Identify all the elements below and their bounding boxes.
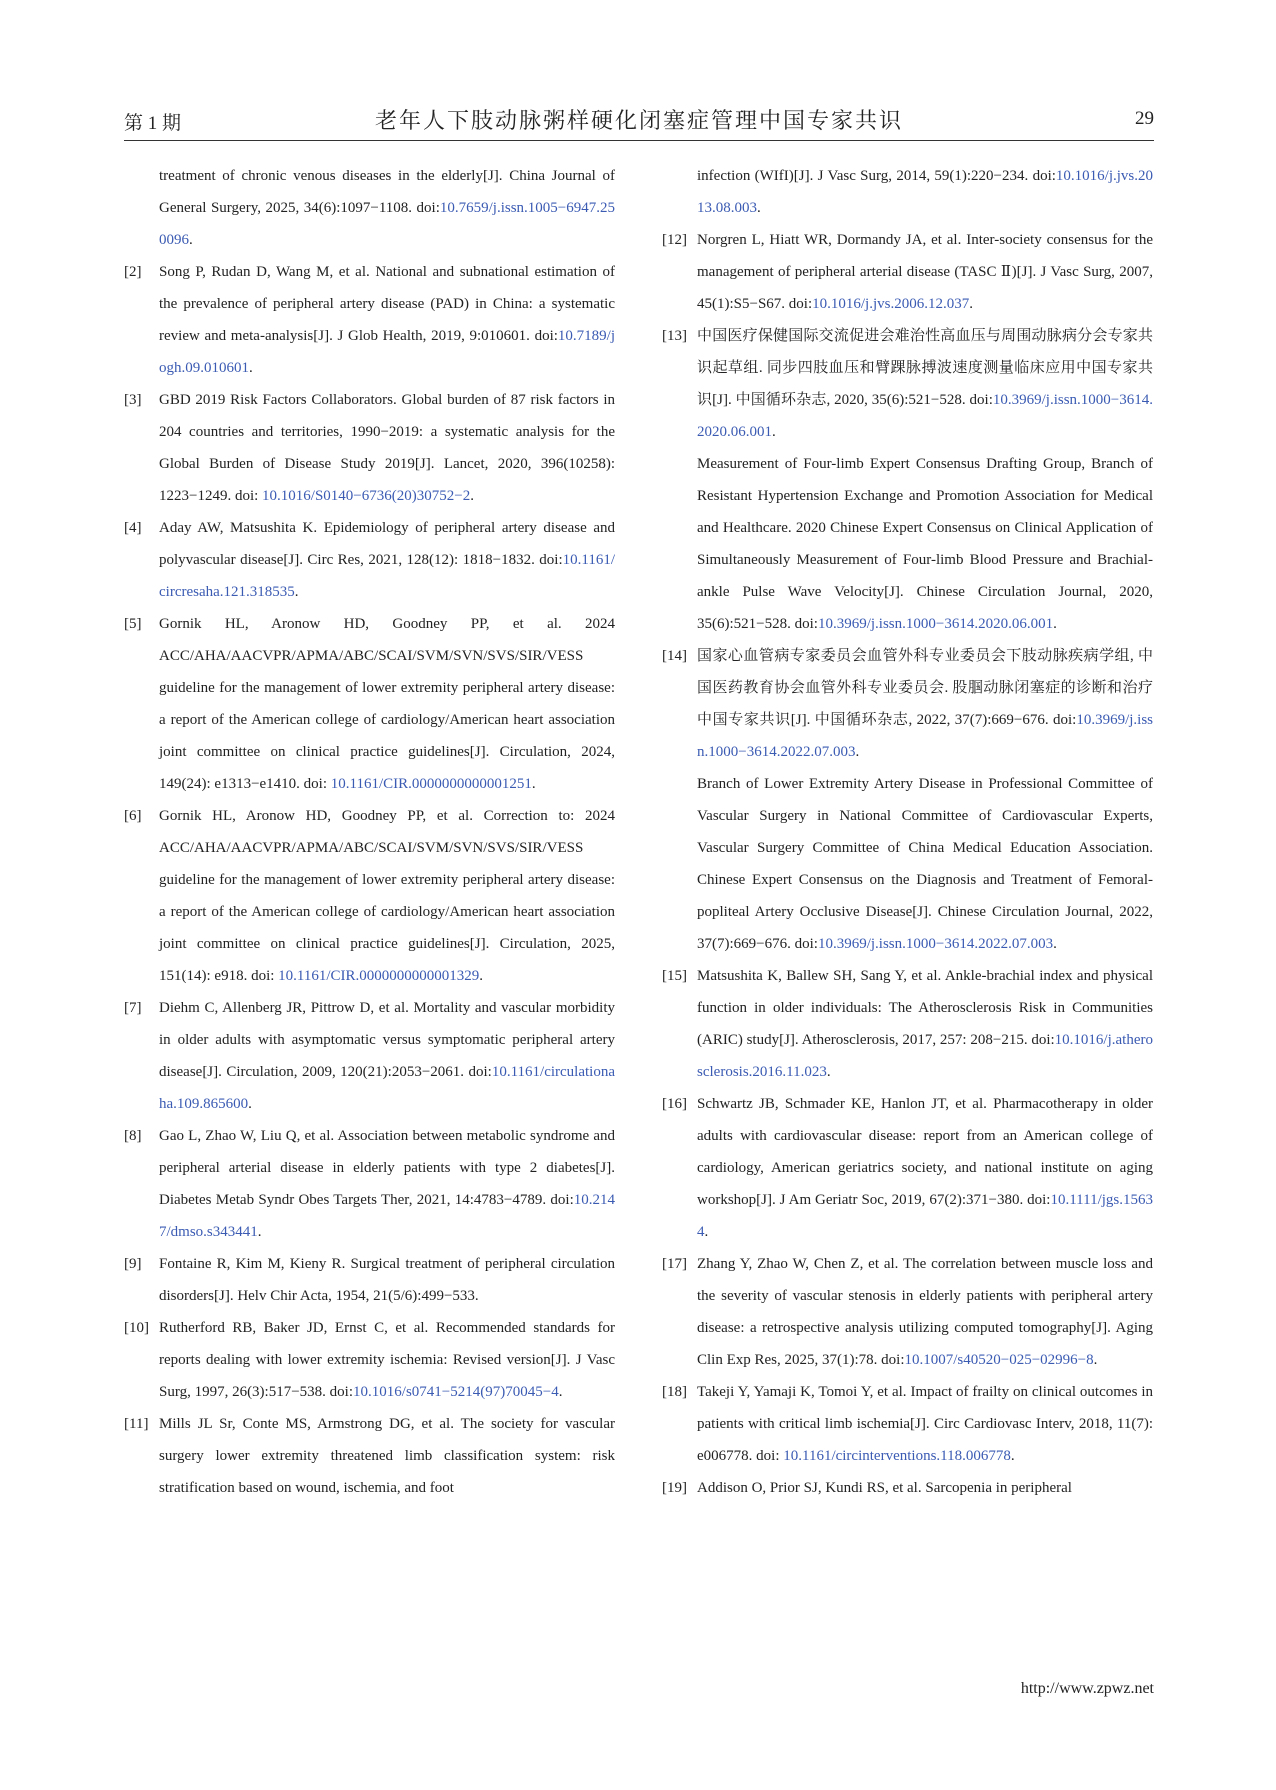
reference-number: [9] xyxy=(124,1256,142,1272)
reference-tail: . xyxy=(1053,936,1057,952)
reference-number: [13] xyxy=(662,328,687,344)
doi-link[interactable]: 10.1161/CIR.0000000000001329 xyxy=(278,968,480,984)
doi-link[interactable]: 10.3969/j.issn.1000−3614.2022.07.003 xyxy=(697,712,1153,760)
reference-entry xyxy=(662,1248,1153,1376)
reference-number: [7] xyxy=(124,1000,142,1016)
reference-entry xyxy=(124,1120,615,1248)
reference-text: Gao L, Zhao W, Liu Q, et al. Association between metabolic syndrome and peripheral arterial disease in elderly patients with type 2 diabetes[J]. Diabetes Metab Syndr Obes Targets Ther, 2021, 14:4783−4789. doi: xyxy=(159,1128,615,1208)
reference-tail: . xyxy=(1010,1448,1015,1464)
reference-entry xyxy=(124,608,615,800)
reference-number: [8] xyxy=(124,1128,142,1144)
reference-text: Aday AW, Matsushita K. Epidemiology of peripheral artery disease and polyvascular disease[J]. Circ Res, 2021, 128(12): 1818−1832. doi: xyxy=(159,520,615,568)
reference-column-right xyxy=(662,160,1153,1504)
reference-text: infection (WIfI)[J]. J Vasc Surg, 2014, 59(1):220−234. doi: xyxy=(697,168,1056,184)
reference-text: Diehm C, Allenberg JR, Pittrow D, et al. Mortality and vascular morbidity in older adults with asymptomatic versus symptomatic peripheral artery disease[J]. Circulation, 2009, 120(21):2053−2061. doi: xyxy=(159,1000,615,1080)
reference-text: Fontaine R, Kim M, Kieny R. Surgical treatment of peripheral circulation disorders[J]. Helv Chir Acta, 1954, 21(5/6):499−533. xyxy=(159,1256,615,1304)
reference-entry xyxy=(662,224,1153,320)
reference-text: Branch of Lower Extremity Artery Disease in Professional Committee of Vascular Surgery in National Committee of Cardiovascular Experts, Vascular Surgery Committee of China Medical Education Association. Chinese Expert Consensus on the Diagnosis and Treatment of Femoral-popliteal Artery Occlusive Disease[J]. Chinese Circulation Journal, 2022, 37(7):669−676. doi: xyxy=(697,776,1153,952)
reference-tail: . xyxy=(772,424,776,440)
reference-number: [5] xyxy=(124,616,142,632)
reference-tail: . xyxy=(969,296,973,312)
doi-link[interactable]: 10.3969/j.issn.1000−3614.2022.07.003 xyxy=(817,936,1054,952)
reference-number: [15] xyxy=(662,968,687,984)
doi-link[interactable]: 10.7189/jogh.09.010601 xyxy=(159,328,615,376)
doi-link[interactable]: 10.1016/s0741−5214(97)70045−4 xyxy=(353,1384,559,1400)
reference-text: Mills JL Sr, Conte MS, Armstrong DG, et al. The society for vascular surgery lower extremity threatened limb classification system: risk stratification based on wound, ischemia, and foot xyxy=(159,1416,615,1496)
reference-entry xyxy=(662,960,1153,1088)
page-number: 29 xyxy=(1135,108,1154,129)
reference-entry xyxy=(124,992,615,1120)
reference-number: [4] xyxy=(124,520,142,536)
reference-tail: . xyxy=(249,360,253,376)
running-title: 老年人下肢动脉粥样硬化闭塞症管理中国专家共识 xyxy=(374,108,903,133)
reference-tail: . xyxy=(855,744,860,760)
reference-entry xyxy=(124,1408,615,1504)
reference-entry xyxy=(662,1472,1153,1504)
footer-url[interactable]: http://www.zpwz.net xyxy=(1020,1680,1154,1697)
doi-link[interactable]: 10.1161/circinterventions.118.006778 xyxy=(783,1448,1011,1464)
doi-link[interactable]: 10.1007/s40520−025−02996−8 xyxy=(904,1352,1094,1368)
reference-entry xyxy=(124,1248,615,1312)
reference-entry xyxy=(662,1088,1153,1248)
reference-entry xyxy=(124,384,615,512)
reference-text: Takeji Y, Yamaji K, Tomoi Y, et al. Impact of frailty on clinical outcomes in patients with critical limb ischemia[J]. Circ Cardiovasc Interv, 2018, 11(7): e006778. doi: xyxy=(697,1384,1153,1464)
reference-tail: . xyxy=(558,1384,563,1400)
reference-text: Measurement of Four-limb Expert Consensus Drafting Group, Branch of Resistant Hypertension Exchange and Promotion Association for Medical and Healthcare. 2020 Chinese Expert Consensus on Clinical Application of Simultaneously Measurement of Four-limb Blood Pressure and Brachial-ankle Pulse Wave Velocity[J]. Chinese Circulation Journal, 2020, 35(6):521−528. doi: xyxy=(697,456,1153,632)
reference-entry xyxy=(124,256,615,384)
reference-number: [16] xyxy=(662,1096,687,1112)
doi-link[interactable]: 10.2147/dmso.s343441 xyxy=(159,1192,615,1240)
reference-entry xyxy=(124,160,615,256)
doi-link[interactable]: 10.1161/CIR.0000000000001251 xyxy=(330,776,532,792)
reference-number: [17] xyxy=(662,1256,687,1272)
reference-number: [11] xyxy=(124,1416,149,1432)
reference-text: Schwartz JB, Schmader KE, Hanlon JT, et al. Pharmacotherapy in older adults with cardiovascular disease: report from an American college of cardiology, American geriatrics society, and national institute on aging workshop[J]. J Am Geriatr Soc, 2019, 67(2):371−380. doi: xyxy=(697,1096,1153,1208)
reference-tail: . xyxy=(257,1224,262,1240)
reference-tail: . xyxy=(531,776,536,792)
reference-text: treatment of chronic venous diseases in the elderly[J]. China Journal of General Surgery, 2025, 34(6):1097−1108. doi: xyxy=(159,168,615,216)
reference-tail: . xyxy=(704,1224,709,1240)
reference-text: Gornik HL, Aronow HD, Goodney PP, et al. 2024 ACC/AHA/AACVPR/APMA/ABC/SCAI/SVM/SVN/SVS/SIR/VESS guideline for the management of lower extremity peripheral artery disease: a report of the American college of cardiology/American heart association joint committee on clinical practice guidelines[J]. Circulation, 2024, 149(24): e1313−e1410. doi: xyxy=(159,616,615,792)
reference-entry xyxy=(662,160,1153,224)
reference-entry xyxy=(662,320,1153,448)
reference-entry xyxy=(662,1376,1153,1472)
issue-label: 第 1 期 xyxy=(124,113,182,134)
reference-text: GBD 2019 Risk Factors Collaborators. Global burden of 87 risk factors in 204 countries and territories, 1990−2019: a systematic analysis for the Global Burden of Disease Study 2019[J]. Lancet, 2020, 396(10258): 1223−1249. doi: xyxy=(159,392,615,504)
reference-number: [19] xyxy=(662,1480,687,1496)
reference-tail: . xyxy=(1053,616,1057,632)
reference-entry xyxy=(662,768,1153,960)
doi-link[interactable]: 10.1016/S0140−6736(20)30752−2 xyxy=(262,488,471,504)
doi-link[interactable]: 10.1111/jgs.15634 xyxy=(697,1192,1153,1240)
reference-tail: . xyxy=(826,1064,831,1080)
doi-link[interactable]: 10.1016/j.jvs.2013.08.003 xyxy=(697,168,1153,216)
reference-number: [10] xyxy=(124,1320,149,1336)
reference-text: Song P, Rudan D, Wang M, et al. National and subnational estimation of the prevalence of peripheral artery disease (PAD) in China: a systematic review and meta-analysis[J]. J Glob Health, 2019, 9:010601. doi: xyxy=(159,264,615,344)
reference-number: [6] xyxy=(124,808,142,824)
doi-link[interactable]: 10.1161/circresaha.121.318535 xyxy=(159,552,615,600)
doi-link[interactable]: 10.3969/j.issn.1000−3614.2020.06.001 xyxy=(697,392,1153,440)
reference-number: [3] xyxy=(124,392,142,408)
reference-number: [18] xyxy=(662,1384,687,1400)
reference-tail: . xyxy=(757,200,761,216)
doi-link[interactable]: 10.1161/circulationaha.109.865600 xyxy=(159,1064,615,1112)
reference-entry xyxy=(124,800,615,992)
reference-column-left xyxy=(124,160,615,1504)
doi-link[interactable]: 10.1016/j.jvs.2006.12.037 xyxy=(812,296,970,312)
reference-entry xyxy=(662,448,1153,640)
doi-link[interactable]: 10.3969/j.issn.1000−3614.2020.06.001 xyxy=(817,616,1054,632)
reference-entry xyxy=(124,1312,615,1408)
reference-text: Matsushita K, Ballew SH, Sang Y, et al. Ankle-brachial index and physical function in older individuals: The Atherosclerosis Risk in Communities (ARIC) study[J]. Atherosclerosis, 2017, 257: 208−215. doi: xyxy=(697,968,1153,1048)
doi-link[interactable]: 10.7659/j.issn.1005−6947.250096 xyxy=(159,200,615,248)
reference-text: Addison O, Prior SJ, Kundi RS, et al. Sarcopenia in peripheral xyxy=(697,1480,1072,1496)
reference-tail: . xyxy=(1093,1352,1098,1368)
page-header xyxy=(124,104,1154,141)
reference-text: Zhang Y, Zhao W, Chen Z, et al. The correlation between muscle loss and the severity of vascular stenosis in elderly patients with peripheral artery disease: a retrospective analysis utilizing computed tomography[J]. Aging Clin Exp Res, 2025, 37(1):78. doi: xyxy=(697,1256,1153,1368)
reference-text: Rutherford RB, Baker JD, Ernst C, et al. Recommended standards for reports dealing with lower extremity ischemia: Revised version[J]. J Vasc Surg, 1997, 26(3):517−538. doi: xyxy=(159,1320,615,1400)
reference-text: 国家心血管病专家委员会血管外科专业委员会下肢动脉疾病学组, 中国医药教育协会血管外科专业委员会. 股腘动脉闭塞症的诊断和治疗中国专家共识[J]. 中国循环杂志, 2022, 37(7):669−676. doi: xyxy=(697,648,1153,728)
reference-number: [14] xyxy=(662,648,687,664)
doi-link[interactable]: 10.1016/j.atherosclerosis.2016.11.023 xyxy=(697,1032,1153,1080)
reference-tail: . xyxy=(248,1096,252,1112)
reference-number: [2] xyxy=(124,264,142,280)
reference-text: 中国医疗保健国际交流促进会难治性高血压与周围动脉病分会专家共识起草组. 同步四肢血压和臂踝脉搏波速度测量临床应用中国专家共识[J]. 中国循环杂志, 2020, 35(6):521−528. doi: xyxy=(697,328,1153,408)
reference-tail: . xyxy=(479,968,484,984)
reference-tail: . xyxy=(470,488,474,504)
reference-entry xyxy=(662,640,1153,768)
reference-text: Norgren L, Hiatt WR, Dormandy JA, et al. Inter-society consensus for the management of peripheral arterial disease (TASC Ⅱ)[J]. J Vasc Surg, 2007, 45(1):S5−S67. doi: xyxy=(697,232,1153,312)
reference-tail: . xyxy=(294,584,299,600)
reference-number: [12] xyxy=(662,232,687,248)
reference-tail: . xyxy=(189,232,193,248)
reference-text: Gornik HL, Aronow HD, Goodney PP, et al. Correction to: 2024 ACC/AHA/AACVPR/APMA/ABC/SCAI/SVM/SVN/SVS/SIR/VESS guideline for the management of lower extremity peripheral artery disease: a report of the American college of cardiology/American heart association joint committee on clinical practice guidelines[J]. Circulation, 2025, 151(14): e918. doi: xyxy=(159,808,615,984)
reference-entry xyxy=(124,512,615,608)
